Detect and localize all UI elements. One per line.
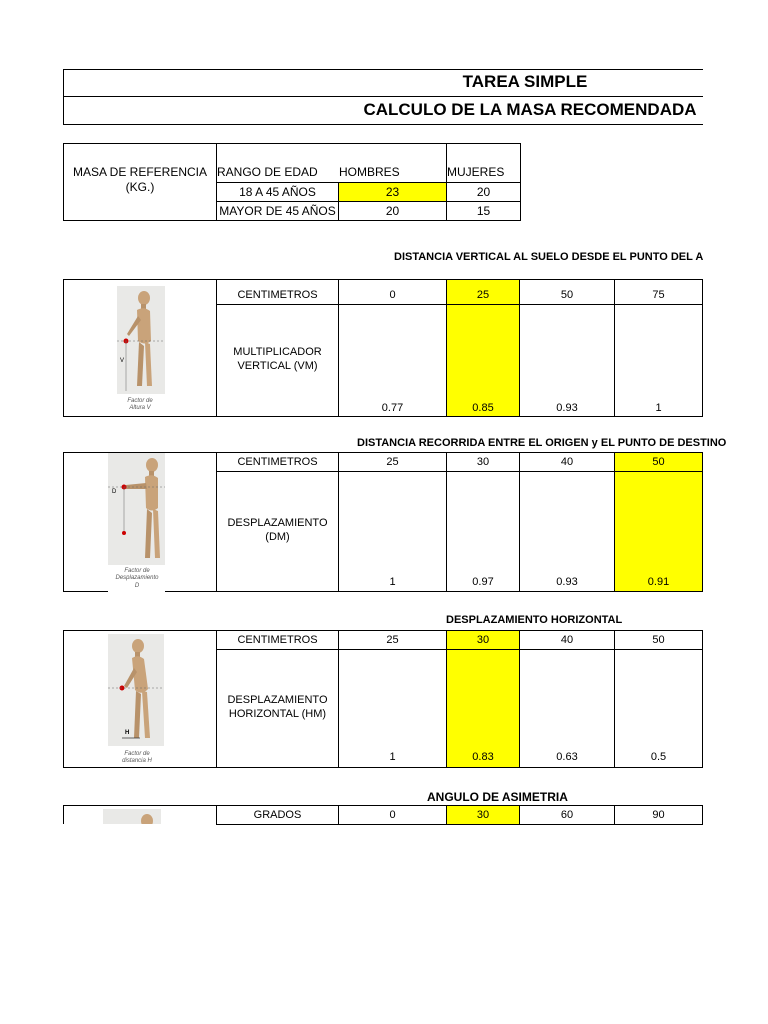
men-header: HOMBRES: [339, 165, 400, 179]
value-cell: 25: [386, 634, 399, 646]
reference-mass-unit: (KG.): [125, 180, 155, 194]
unit-label: CENTIMETROS: [237, 634, 318, 646]
mannequin-figure-asymmetry: [103, 809, 161, 824]
section-title-vertical: DISTANCIA VERTICAL AL SUELO DESDE EL PUNTO DEL A: [394, 251, 704, 263]
women-value-cell: 20: [476, 184, 491, 199]
mannequin-figure-displacement: [108, 453, 165, 565]
figure-letter: D: [112, 489, 117, 495]
factor-cell-highlighted: 0.83: [472, 751, 494, 763]
factor-cell-highlighted: 0.91: [647, 576, 670, 588]
value-cell: 0: [389, 809, 396, 821]
factor-cell: 1: [389, 751, 396, 763]
factor-cell: 0.93: [556, 402, 578, 414]
value-cell: 40: [560, 634, 574, 646]
factor-cell: 0.5: [650, 751, 667, 763]
factor-cell: 1: [389, 576, 396, 588]
women-header: MUJERES: [447, 165, 505, 179]
figure-caption-line1: Factor de: [124, 568, 150, 574]
value-cell: 75: [652, 288, 665, 301]
factor-cell: 0.93: [556, 576, 578, 588]
women-value-cell: 15: [476, 203, 491, 218]
multiplier-label: HORIZONTAL (HM): [228, 708, 327, 720]
page-subtitle: CALCULO DE LA MASA RECOMENDADA: [363, 100, 697, 119]
value-cell: 0: [389, 288, 396, 301]
factor-cell-highlighted: 0.85: [472, 402, 494, 414]
men-value-cell: 23: [385, 184, 400, 199]
figure-letter: V: [120, 358, 125, 364]
mannequin-figure-vertical: [117, 286, 165, 394]
multiplier-label: (DM): [265, 531, 290, 543]
value-cell: 25: [386, 456, 399, 468]
figure-caption-line2: Altura V: [129, 405, 151, 411]
figure-letter: H: [125, 730, 130, 736]
factor-cell: 1: [655, 402, 662, 414]
section-title-horizontal: DESPLAZAMIENTO HORIZONTAL: [446, 614, 623, 626]
figure-caption-line2: distancia H: [122, 758, 152, 764]
value-cell: 40: [560, 456, 574, 468]
figure-caption-line1: Factor de: [124, 751, 150, 757]
value-cell-highlighted: 50: [652, 456, 665, 468]
factor-cell: 0.97: [472, 576, 494, 588]
value-cell: 50: [560, 288, 574, 301]
multiplier-label: VERTICAL (VM): [237, 360, 318, 372]
figure-caption-line1: Factor de: [127, 398, 153, 404]
factor-cell: 0.63: [556, 751, 578, 763]
age-range-header: RANGO DE EDAD: [217, 165, 318, 179]
unit-label: GRADOS: [253, 809, 302, 821]
value-cell: 30: [476, 456, 490, 468]
section-title-asymmetry: ANGULO DE ASIMETRIA: [427, 790, 568, 804]
mannequin-figure-horizontal: [108, 634, 164, 746]
men-value-cell: 20: [385, 203, 400, 218]
unit-label: CENTIMETROS: [237, 288, 318, 301]
value-cell: 50: [652, 634, 665, 646]
reference-mass-label: MASA DE REFERENCIA: [72, 165, 208, 179]
value-cell: 60: [560, 809, 574, 821]
figure-caption-line2: Desplazamiento: [115, 575, 159, 581]
multiplier-label: DESPLAZAMIENTO: [227, 694, 328, 706]
factor-cell: 0.77: [381, 402, 404, 414]
value-cell-highlighted: 25: [476, 288, 490, 301]
multiplier-label: DESPLAZAMIENTO: [227, 517, 328, 529]
value-cell: 90: [652, 809, 665, 821]
page-title: TAREA SIMPLE: [462, 72, 588, 91]
value-cell-highlighted: 30: [476, 634, 490, 646]
value-cell-highlighted: 30: [476, 809, 490, 821]
section-title-displacement: DISTANCIA RECORRIDA ENTRE EL ORIGEN y EL PUNTO DE DESTINO: [357, 437, 727, 449]
age-range-cell: 18 A 45 AÑOS: [239, 184, 316, 199]
figure-caption-line3: D: [134, 583, 140, 589]
multiplier-label: MULTIPLICADOR: [233, 346, 322, 358]
age-range-cell: MAYOR DE 45 AÑOS: [219, 203, 336, 218]
unit-label: CENTIMETROS: [237, 456, 318, 468]
